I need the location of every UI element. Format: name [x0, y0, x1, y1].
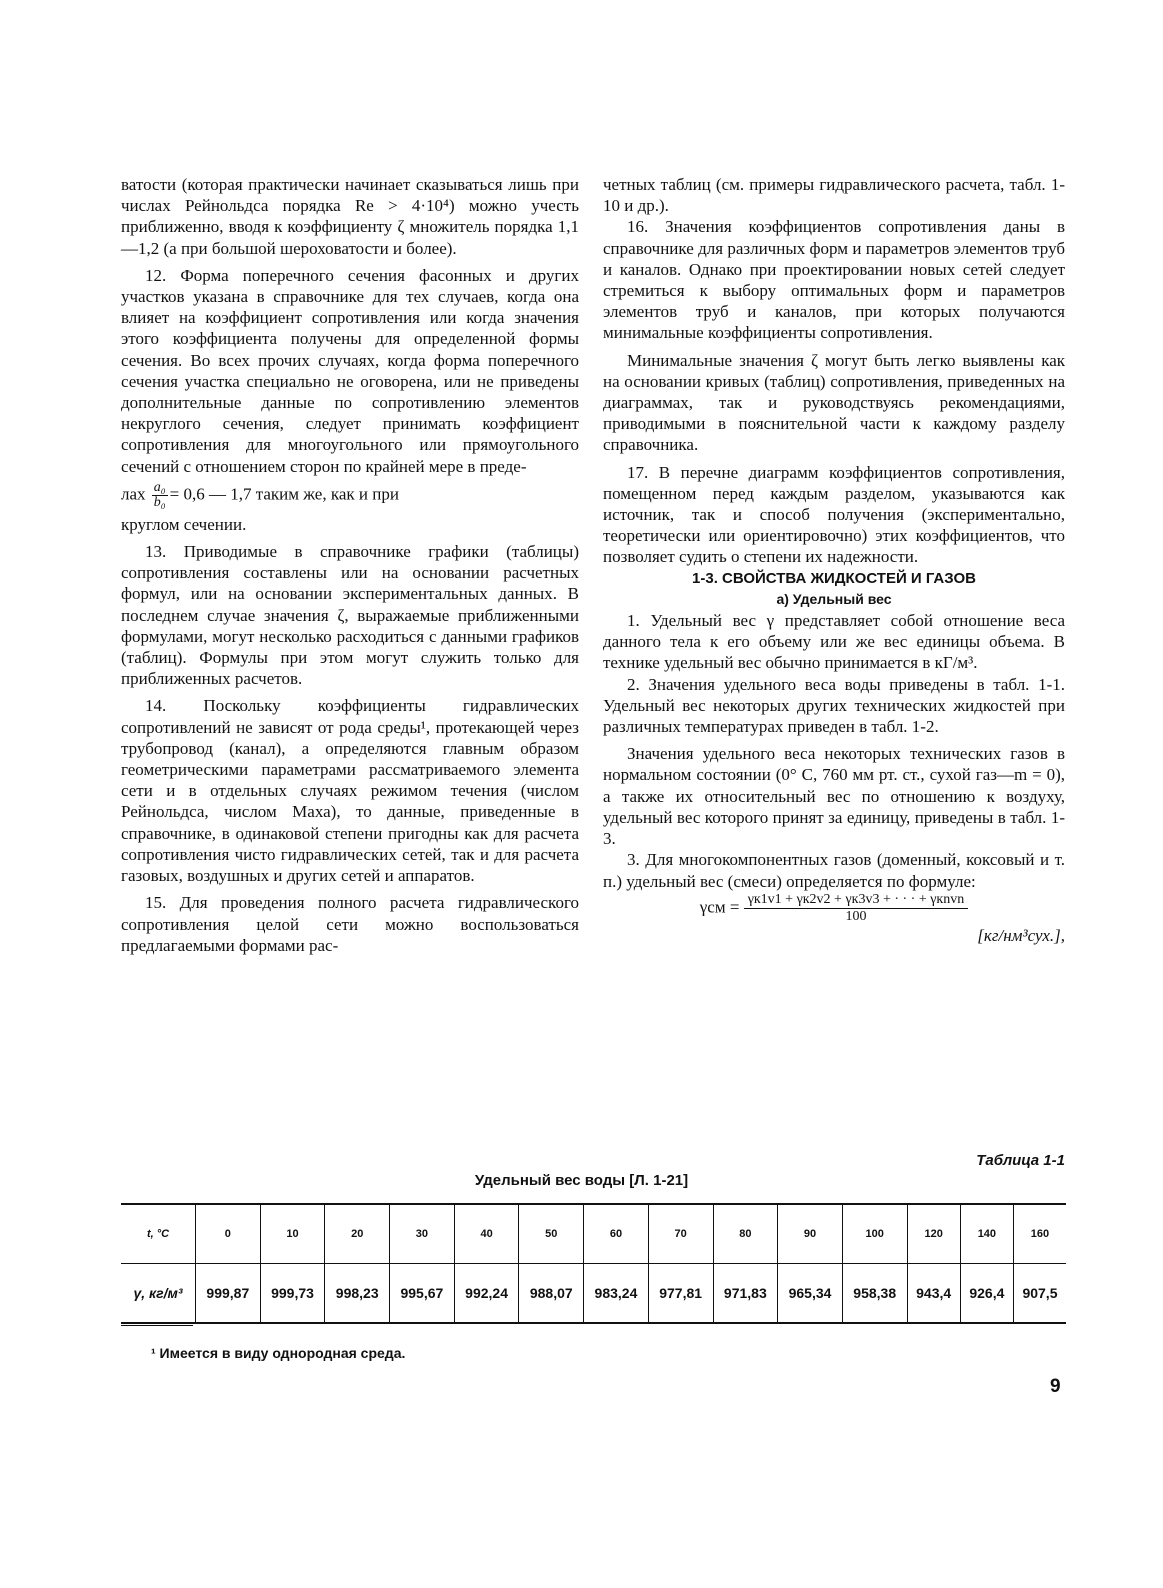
paragraph-14: 14. Поскольку коэффициенты гидравлических сопротивлений не зависят от рода среды¹, протекающей через трубопровод (канал), а определяются главным образом геометрическими параметрами рассматриваемого элемента сети и в отдельных случаях режимом течения (числом Рейнольдса, числом Маха), то данные, приведенные в справочнике, в одинаковой степени пригодны как для расчета сопротивления чисто гидравлических сетей, так и для расчета газовых, воздушных и других сетей и аппаратов. [121, 696, 579, 886]
paragraph-12-end: круглом сечении. [121, 514, 247, 534]
table-values-row [121, 1264, 1066, 1324]
table-cell: 988,07 [519, 1264, 584, 1324]
paragraph-gas-values: Значения удельного веса некоторых технических газов в нормальном состоянии (0° С, 760 мм рт. ст., сухой газ—m = 0), а также их относительный вес по отношению к воздуху, удельный вес которого принят за единицу, приведены в табл. 1-3. [603, 744, 1065, 849]
paragraph-16: 16. Значения коэффициентов сопротивления даны в справочнике для различных форм и параметров элементов труб и каналов. Однако при проектировании новых сетей следует стремиться к выбору оптимальных форм и параметров элементов труб и каналов, при которых получаются минимальные коэффициенты сопротивления. [603, 217, 1065, 343]
paragraph-specific-weight-2: 2. Значения удельного веса воды приведены в табл. 1-1. Удельный вес некоторых других технических жидкостей при различных температурах приведен в табл. 1-2. [603, 674, 1065, 737]
paragraph-17: 17. В перечне диаграмм коэффициентов сопротивления, помещенном перед каждым разделом, указываются как источник, так и способ получения (экспериментально, теоретически или ориентировочно) этих коэффициентов, что позволяет судить о степени их надежности. [603, 462, 1065, 567]
footnote: ¹ Имеется в виду однородная среда. [151, 1345, 406, 1361]
table-cell: 50 [519, 1204, 584, 1264]
formula-rest: = 0,6 — 1,7 таким же, как и при [169, 484, 399, 504]
subsection-title: а) Удельный вес [776, 590, 892, 607]
formula-unit: [кг/нм³сух.], [977, 925, 1065, 945]
table-cell: 30 [390, 1204, 455, 1264]
table-cell: 20 [325, 1204, 390, 1264]
table-cell: 983,24 [584, 1264, 649, 1324]
fraction-denominator: b₀ [153, 494, 166, 510]
table-cell: 965,34 [778, 1264, 843, 1324]
table-cell: 992,24 [454, 1264, 519, 1324]
table-cell: 60 [584, 1204, 649, 1264]
table-cell: 100 [842, 1204, 907, 1264]
table-cell: 10 [260, 1204, 325, 1264]
table-cell: 998,23 [325, 1264, 390, 1324]
table-cell: 907,5 [1013, 1264, 1066, 1324]
table-label: Таблица 1-1 [976, 1152, 1065, 1169]
formula-prefix: лах [121, 484, 146, 504]
water-specific-weight-table [121, 1203, 1066, 1324]
row-label: γ, кг/м³ [133, 1285, 183, 1301]
table-cell: 80 [713, 1204, 778, 1264]
table-cell: 999,73 [260, 1264, 325, 1324]
formula-fraction [744, 892, 969, 925]
table-cell: 0 [196, 1204, 261, 1264]
table-cell: 971,83 [713, 1264, 778, 1324]
table-cell: 999,87 [196, 1264, 261, 1324]
formula-denominator: 100 [845, 908, 867, 924]
table-cell: 140 [960, 1204, 1013, 1264]
formula-numerator: γк1v1 + γк2v2 + γк3v3 + · · · + γкnvn [744, 892, 969, 909]
left-column [121, 174, 579, 956]
paragraph-15: 15. Для проведения полного расчета гидравлического сопротивления целой сети можно воспользоваться предлагаемыми формами рас- [121, 893, 579, 955]
paragraph-12: 12. Форма поперечного сечения фасонных и других участков указана в справочнике для тех случаев, когда она влияет на коэффициент сопротивления или когда значения этого коэффициента получены для определенной формы сечения. Во всех прочих случаях, когда форма поперечного сечения участка специально не оговорена, или не приведены дополнительные данные по сопротивлению элементов некруглого сечения, следует принимать коэффициент сопротивления для многоугольного или прямоугольного сечений с отношением сторон по крайней мере в преде- [121, 265, 579, 476]
table-cell: 995,67 [390, 1264, 455, 1324]
table-caption: Удельный вес воды [Л. 1-21] [474, 1172, 689, 1189]
paragraph-13: 13. Приводимые в справочнике графики (таблицы) сопротивления составлены или на основании расчетных формул, или на основании экспериментальных данных. В последнем случае значения ζ, выражаемые приближенными формулами, могут несколько расходиться с данными графиков (таблиц). Формулы при этом могут служить только для приближенных расчетов. [121, 542, 579, 689]
paragraph-specific-weight-1: 1. Удельный вес γ представляет собой отношение веса данного тела к его объему или же вес единицы объема. В технике удельный вес обычно принимается в кГ/м³. [603, 611, 1065, 673]
formula-lhs: γсм = [699, 897, 740, 917]
footnote-divider [121, 1325, 193, 1326]
fraction-numerator: a₀ [153, 479, 166, 495]
table-cell: 160 [1013, 1204, 1066, 1264]
table-cell: 958,38 [842, 1264, 907, 1324]
table-header-row [121, 1204, 1066, 1264]
section-title: 1-3. СВОЙСТВА ЖИДКОСТЕЙ И ГАЗОВ [692, 569, 976, 587]
paragraph-multicomponent: 3. Для многокомпонентных газов (доменный, коксовый и т. п.) удельный вес (смеси) определяется по формуле: [603, 850, 1065, 891]
table-cell: 70 [648, 1204, 713, 1264]
page-number: 9 [1050, 1376, 1061, 1397]
table-cell: 977,81 [648, 1264, 713, 1324]
table-cell: 926,4 [960, 1264, 1013, 1324]
table-cell: 90 [778, 1204, 843, 1264]
paragraph-min-values: Минимальные значения ζ могут быть легко выявлены как на основании кривых (таблиц) сопротивления, приведенных на диаграммах, так и руководствуясь рекомендациями, приводимыми в пояснительной части к каждому разделу справочника. [603, 350, 1065, 455]
formula-ratio-line [121, 481, 579, 510]
header-label: t, °С [121, 1204, 196, 1264]
table-cell: 943,4 [907, 1264, 960, 1324]
table-cell: 40 [454, 1204, 519, 1264]
paragraph-15-continuation: четных таблиц (см. примеры гидравлического расчета, табл. 1-10 и др.). [603, 175, 1065, 216]
mixture-formula [603, 892, 1065, 925]
right-column [603, 174, 1065, 946]
paragraph-roughness-continuation: ватости (которая практически начинает сказываться лишь при числах Рейнольдса порядка Re > 4·10⁴) можно учесть приближенно, вводя к коэффициенту ζ множитель порядка 1,1—1,2 (а при большой шероховатости и более). [121, 175, 579, 258]
ratio-fraction [152, 481, 168, 510]
table-cell: 120 [907, 1204, 960, 1264]
